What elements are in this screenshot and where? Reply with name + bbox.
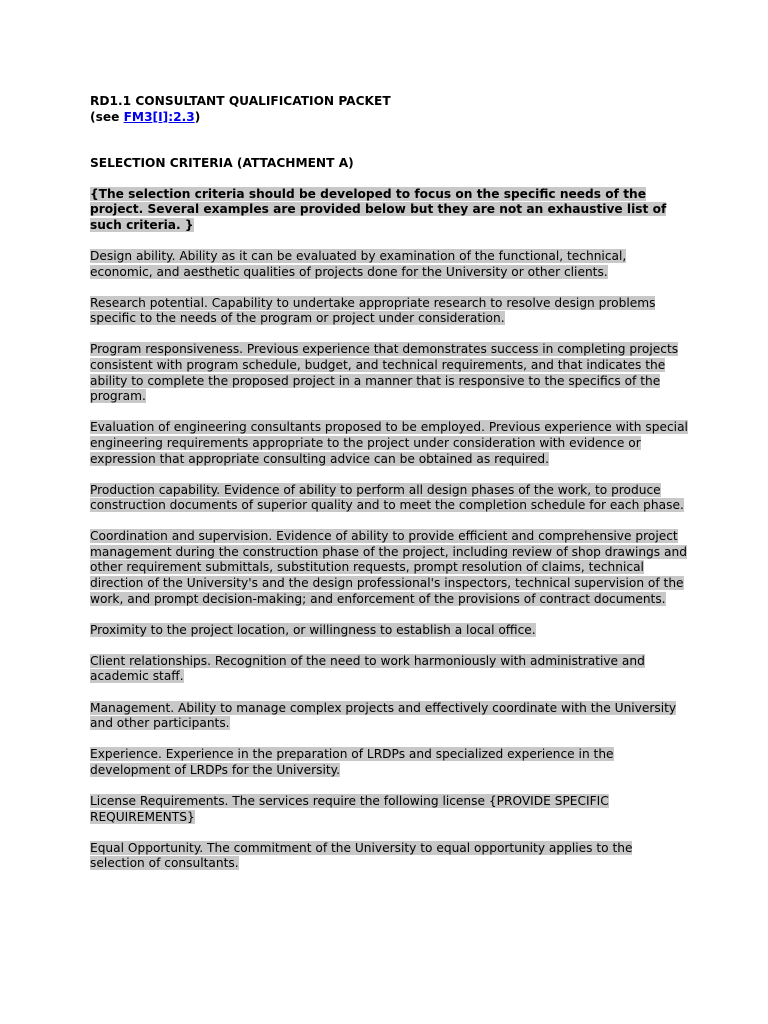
- criterion-license-requirements: [90, 794, 690, 825]
- document-header: [90, 94, 690, 125]
- criterion-text: License Requirements. The services require the following license {PROVIDE SPECIFIC REQUIREMENTS}: [90, 793, 609, 824]
- criteria-intro-note: [90, 187, 690, 234]
- criterion-text: Client relationships. Recognition of the need to work harmoniously with administrative and academic staff.: [90, 653, 645, 684]
- criterion-proximity: [90, 623, 690, 639]
- criterion-text: Program responsiveness. Previous experience that demonstrates success in completing projects consistent with program schedule, budget, and technical requirements, and that indicates the ability to complete the proposed project in a manner that is responsive to the specifics of the program.: [90, 342, 679, 404]
- criterion-design-ability: [90, 249, 690, 280]
- see-prefix: (see: [90, 109, 124, 124]
- criterion-text: Equal Opportunity. The commitment of the University to equal opportunity applies to the selection of consultants.: [90, 840, 633, 871]
- criterion-text: Proximity to the project location, or willingness to establish a local office.: [90, 622, 536, 637]
- document-title: RD1.1 CONSULTANT QUALIFICATION PACKET: [90, 94, 391, 108]
- criterion-engineering-consultants: [90, 420, 690, 467]
- criterion-experience: [90, 747, 690, 778]
- criterion-text: Coordination and supervision. Evidence of ability to provide efficient and comprehensive project management during the construction phase of the project, including review of shop drawings and other requirement submittals, substitution requests, prompt resolution of claims, technical direction of the University's and the design professional's inspectors, technical supervision of the work, and prompt decision-making; and enforcement of the provisions of contract documents.: [90, 529, 687, 606]
- criterion-client-relationships: [90, 654, 690, 685]
- fm3-reference-link[interactable]: FM3[I]:2.3: [123, 109, 195, 124]
- criterion-text: Research potential. Capability to undertake appropriate research to resolve design problems specific to the needs of the program or project under consideration.: [90, 295, 656, 326]
- criterion-coordination-supervision: [90, 529, 690, 607]
- criterion-management: [90, 701, 690, 732]
- criteria-intro-text: {The selection criteria should be developed to focus on the specific needs of the project. Several examples are provided below but they are not an exhaustive list of such criteria. }: [90, 186, 667, 232]
- section-title: SELECTION CRITERIA (ATTACHMENT A): [90, 156, 354, 171]
- document-page: [90, 94, 690, 887]
- criterion-equal-opportunity: [90, 841, 690, 872]
- criterion-production-capability: [90, 483, 690, 514]
- see-reference: [90, 110, 690, 126]
- criterion-program-responsiveness: [90, 342, 690, 404]
- see-suffix: ): [194, 109, 201, 124]
- criterion-text: Design ability. Ability as it can be evaluated by examination of the functional, technical, economic, and aesthetic qualities of projects done for the University or other clients.: [90, 249, 627, 279]
- criterion-research-potential: [90, 296, 690, 327]
- criterion-text: Evaluation of engineering consultants proposed to be employed. Previous experience with special engineering requirements appropriate to the project under consideration with evidence or expression that appropriate consulting advice can be obtained as required.: [90, 420, 688, 466]
- criterion-text: Experience. Experience in the preparation of LRDPs and specialized experience in the development of LRDPs for the University.: [90, 747, 614, 777]
- criterion-text: Management. Ability to manage complex projects and effectively coordinate with the University and other participants.: [90, 700, 677, 731]
- criterion-text: Production capability. Evidence of ability to perform all design phases of the work, to produce construction documents of superior quality and to meet the completion schedule for each phase.: [90, 482, 684, 513]
